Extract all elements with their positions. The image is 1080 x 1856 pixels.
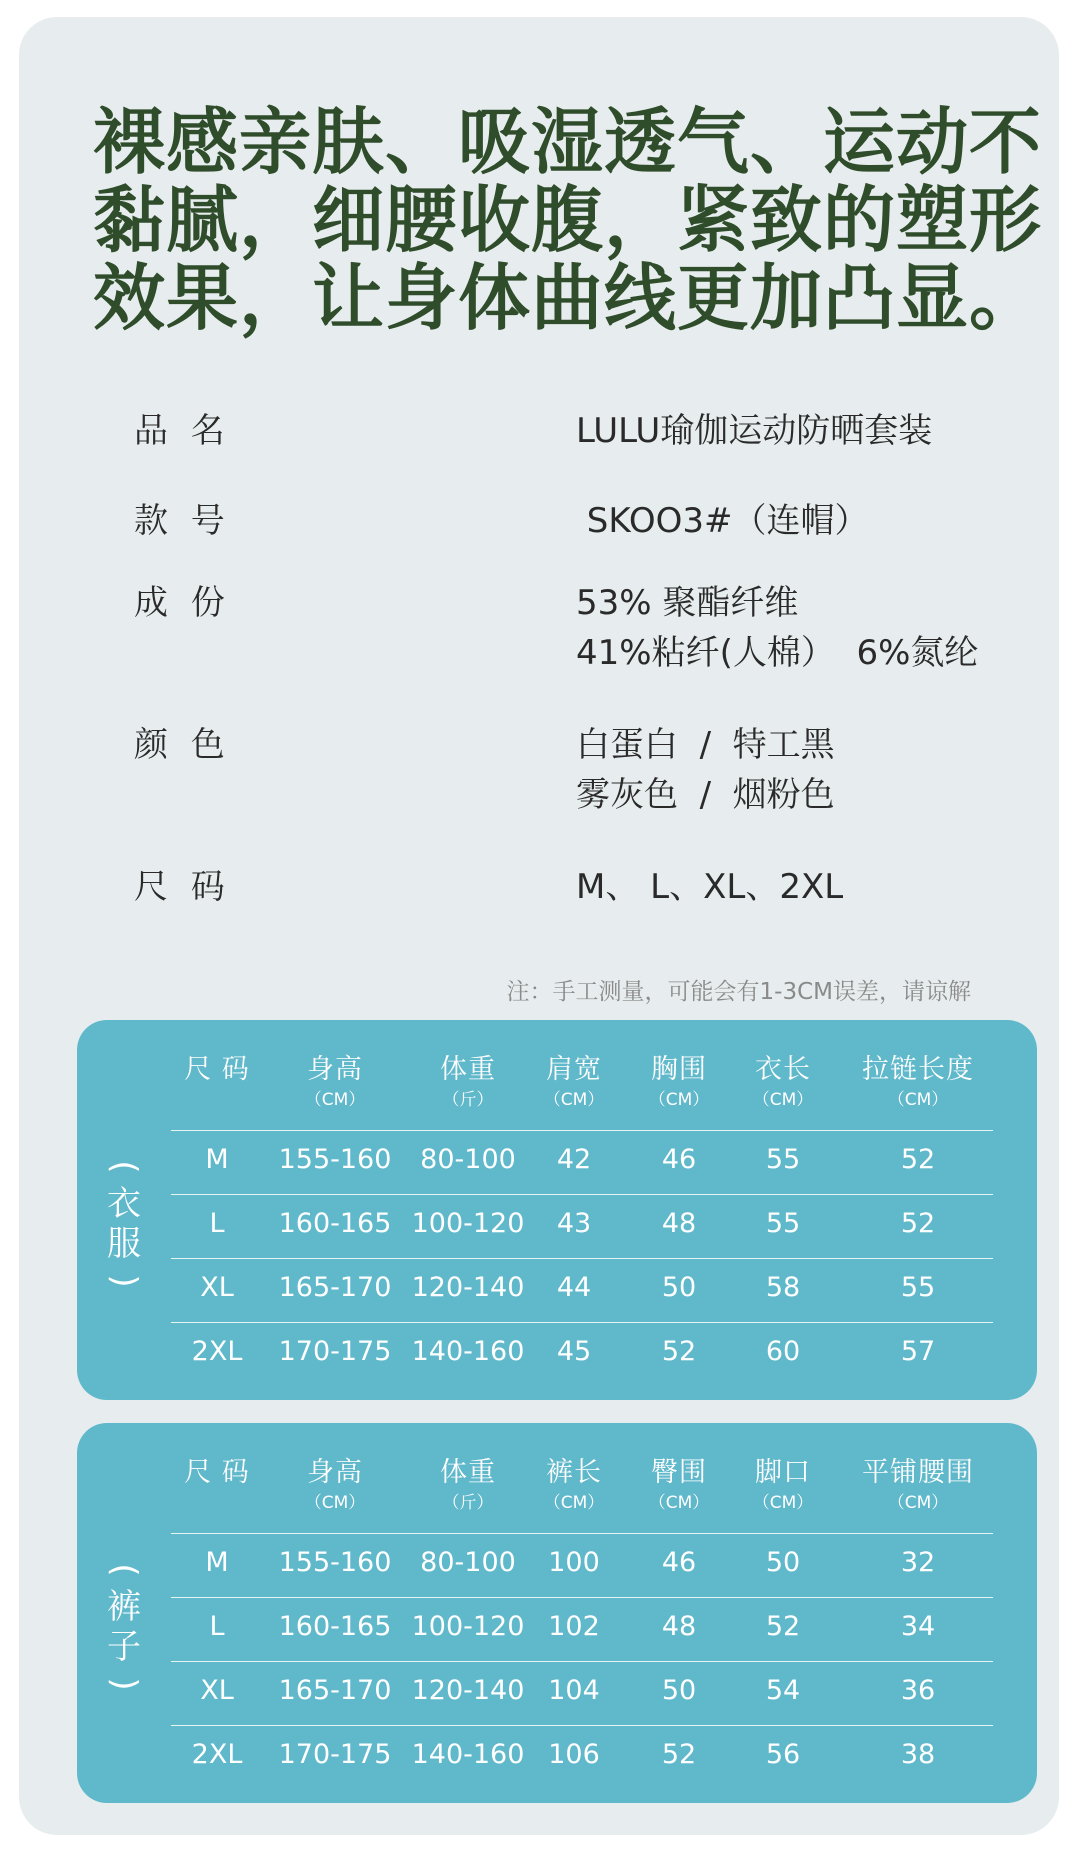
table-cell-weight: 100-120 — [411, 1611, 525, 1642]
row-divider — [171, 1194, 993, 1195]
table-cell-col4: 100 — [548, 1547, 600, 1578]
column-header-label: 拉链长度 — [862, 1054, 974, 1085]
row-divider — [171, 1258, 993, 1259]
row-divider — [171, 1597, 993, 1598]
column-header — [305, 1054, 366, 1111]
table-cell-col7: 38 — [900, 1739, 936, 1770]
side-label-char: 服 — [107, 1224, 141, 1264]
table-cell-col4: 42 — [556, 1144, 592, 1175]
column-header — [862, 1457, 974, 1514]
column-header-unit: （斤） — [442, 1493, 494, 1513]
table-cell-weight: 140-160 — [411, 1739, 525, 1770]
table-cell-col4: 104 — [548, 1675, 600, 1706]
column-header-label: 胸围 — [650, 1054, 707, 1085]
column-header — [753, 1054, 814, 1111]
column-header-label: 尺 码 — [184, 1054, 250, 1085]
column-header-label: 臀围 — [650, 1457, 707, 1488]
product-headline: 裸感亲肤、吸湿透气、运动不黏腻，细腰收腹，紧致的塑形效果，让身体曲线更加凸显。 — [93, 100, 1043, 340]
info-label-color: 颜 色 — [134, 725, 231, 765]
table-cell-col4: 102 — [548, 1611, 600, 1642]
column-header-unit: （CM） — [648, 1493, 710, 1513]
column-header — [184, 1457, 250, 1492]
table-side-label: ( 衣 服 ) — [101, 1150, 147, 1298]
info-value-line: 雾灰色 / 烟粉色 — [576, 775, 835, 815]
row-divider — [171, 1130, 993, 1131]
table-cell-col5: 46 — [661, 1547, 697, 1578]
table-cell-col4: 45 — [556, 1336, 592, 1367]
column-header-unit: （斤） — [442, 1090, 494, 1110]
table-cell-height: 160-165 — [278, 1611, 392, 1642]
table-cell-col4: 44 — [556, 1272, 592, 1303]
table-cell-col7: 52 — [900, 1208, 936, 1239]
table-cell-size: 2XL — [191, 1739, 243, 1770]
table-cell-height: 170-175 — [278, 1336, 392, 1367]
column-header-label: 衣长 — [754, 1054, 811, 1085]
table-cell-col5: 48 — [661, 1208, 697, 1239]
column-header — [649, 1457, 710, 1514]
column-header — [544, 1054, 605, 1111]
info-value-color — [576, 720, 835, 820]
table-cell-col7: 34 — [900, 1611, 936, 1642]
table-cell-col6: 52 — [765, 1611, 801, 1642]
table-cell-size: 2XL — [191, 1336, 243, 1367]
column-header-unit: （CM） — [648, 1090, 710, 1110]
table-cell-height: 170-175 — [278, 1739, 392, 1770]
info-value-line: SKOO3#（连帽） — [576, 501, 869, 541]
column-header-label: 体重 — [440, 1457, 496, 1488]
table-cell-col7: 36 — [900, 1675, 936, 1706]
side-label-char: 裤 — [107, 1587, 141, 1627]
table-cell-size: XL — [200, 1675, 234, 1706]
info-value-composition — [576, 578, 978, 678]
table-cell-col6: 60 — [765, 1336, 801, 1367]
side-label-char: 衣 — [107, 1184, 141, 1224]
table-cell-col4: 43 — [556, 1208, 592, 1239]
info-value-name — [576, 406, 932, 456]
table-cell-col6: 55 — [765, 1144, 801, 1175]
column-header — [440, 1457, 496, 1514]
side-label-char: 子 — [107, 1627, 141, 1667]
column-header-unit: （CM） — [887, 1090, 949, 1110]
row-divider — [171, 1661, 993, 1662]
table-cell-col5: 46 — [661, 1144, 697, 1175]
info-value-style-no — [576, 496, 868, 546]
column-header-label: 平铺腰围 — [862, 1457, 974, 1488]
table-cell-col5: 48 — [661, 1611, 697, 1642]
info-value-line: M、 L、XL、2XL — [576, 867, 844, 907]
table-cell-col6: 54 — [765, 1675, 801, 1706]
table-cell-height: 165-170 — [278, 1675, 392, 1706]
table-cell-col6: 56 — [765, 1739, 801, 1770]
table-cell-weight: 80-100 — [420, 1144, 516, 1175]
column-header-unit: （CM） — [752, 1493, 814, 1513]
table-cell-height: 160-165 — [278, 1208, 392, 1239]
info-value-line: 白蛋白 / 特工黑 — [576, 725, 835, 765]
table-cell-size: XL — [200, 1272, 234, 1303]
table-cell-weight: 120-140 — [411, 1272, 525, 1303]
column-header-unit: （CM） — [543, 1493, 605, 1513]
table-cell-col5: 50 — [661, 1675, 697, 1706]
table-cell-size: L — [209, 1611, 225, 1642]
table-cell-col6: 58 — [765, 1272, 801, 1303]
table-cell-col6: 55 — [765, 1208, 801, 1239]
table-cell-height: 155-160 — [278, 1547, 392, 1578]
column-header-label: 脚口 — [754, 1457, 811, 1488]
table-cell-size: M — [205, 1547, 229, 1578]
table-side-label: ( 裤 子 ) — [101, 1553, 147, 1701]
column-header — [862, 1054, 974, 1111]
table-cell-weight: 100-120 — [411, 1208, 525, 1239]
column-header-label: 体重 — [440, 1054, 496, 1085]
column-header-label: 裤长 — [545, 1457, 602, 1488]
column-header — [544, 1457, 605, 1514]
info-value-line: 53% 聚酯纤维 — [576, 583, 799, 623]
column-header-unit: （CM） — [543, 1090, 605, 1110]
column-header-unit: （CM） — [304, 1090, 366, 1110]
table-cell-col5: 52 — [661, 1336, 697, 1367]
table-cell-col6: 50 — [765, 1547, 801, 1578]
column-header-label: 身高 — [306, 1457, 363, 1488]
row-divider — [171, 1533, 993, 1534]
column-header-label: 尺 码 — [184, 1457, 250, 1488]
table-cell-size: M — [205, 1144, 229, 1175]
column-header-unit: （CM） — [752, 1090, 814, 1110]
column-header — [753, 1457, 814, 1514]
column-header-label: 身高 — [306, 1054, 363, 1085]
info-value-line: 41%粘纤(人棉） 6%氮纶 — [576, 633, 979, 673]
info-value-line: LULU瑜伽运动防晒套装 — [576, 411, 933, 451]
size-table-tops — [77, 1020, 1037, 1400]
row-divider — [171, 1725, 993, 1726]
table-cell-height: 155-160 — [278, 1144, 392, 1175]
column-header — [184, 1054, 250, 1089]
column-header — [440, 1054, 496, 1111]
measurement-note: 注：手工测量，可能会有1-3CM误差，请谅解 — [506, 979, 971, 1005]
info-value-size — [576, 862, 843, 912]
size-table-pants — [77, 1423, 1037, 1803]
info-label-name: 品 名 — [134, 411, 231, 451]
table-cell-col7: 52 — [900, 1144, 936, 1175]
table-cell-weight: 80-100 — [420, 1547, 516, 1578]
table-cell-col7: 57 — [900, 1336, 936, 1367]
info-label-style-no: 款 号 — [134, 501, 231, 541]
table-cell-col5: 50 — [661, 1272, 697, 1303]
table-cell-col4: 106 — [548, 1739, 600, 1770]
table-cell-weight: 120-140 — [411, 1675, 525, 1706]
table-cell-col7: 55 — [900, 1272, 936, 1303]
info-label-size: 尺 码 — [134, 867, 231, 907]
table-cell-height: 165-170 — [278, 1272, 392, 1303]
table-cell-size: L — [209, 1208, 225, 1239]
spec-card — [19, 17, 1059, 1835]
column-header-unit: （CM） — [304, 1493, 366, 1513]
column-header-unit: （CM） — [887, 1493, 949, 1513]
column-header — [649, 1054, 710, 1111]
column-header-label: 肩宽 — [545, 1054, 602, 1085]
column-header — [305, 1457, 366, 1514]
info-label-composition: 成 份 — [134, 583, 231, 623]
row-divider — [171, 1322, 993, 1323]
table-cell-weight: 140-160 — [411, 1336, 525, 1367]
table-cell-col7: 32 — [900, 1547, 936, 1578]
table-cell-col5: 52 — [661, 1739, 697, 1770]
